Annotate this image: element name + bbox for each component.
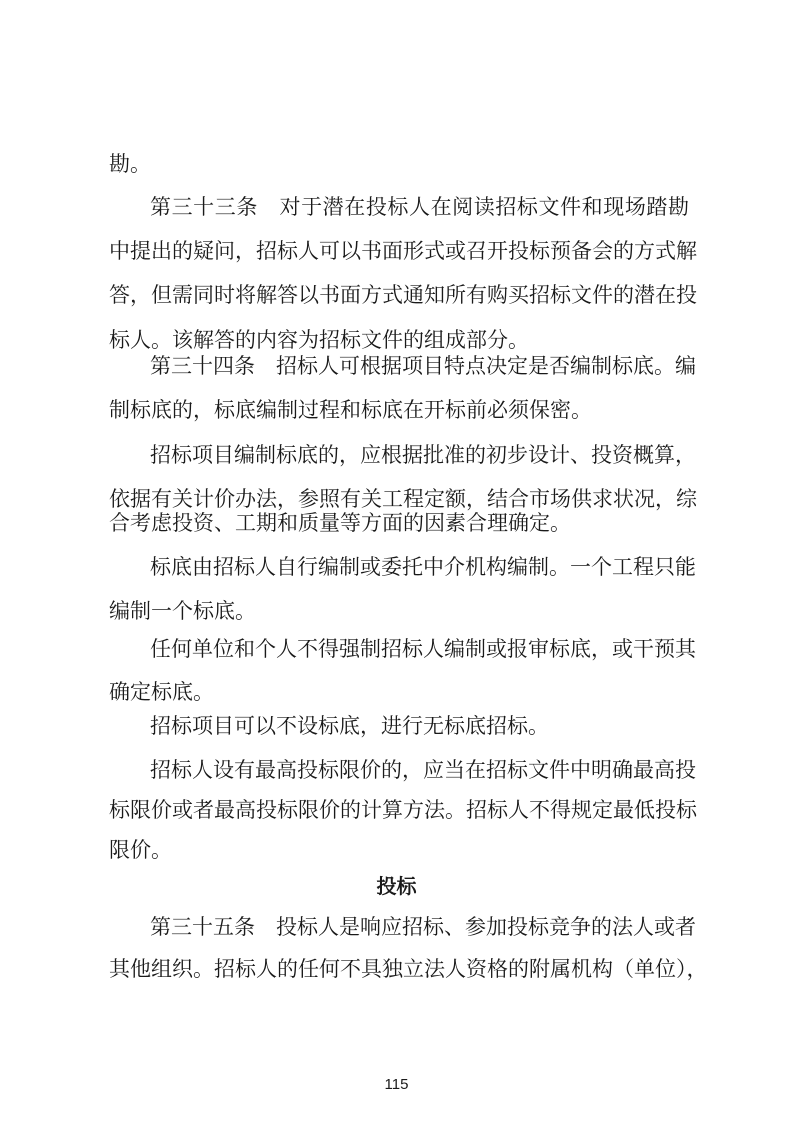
text-line: 第三十三条 对于潜在投标人在阅读招标文件和现场踏勘 [150,195,689,219]
text-line: 编制一个标底。 [109,599,256,623]
text-line: 答，但需同时将解答以书面方式通知所有购买招标文件的潜在投 [109,283,697,307]
text-line: 合考虑投资、工期和质量等方面的因素合理确定。 [109,511,571,535]
text-line: 中提出的疑问，招标人可以书面形式或召开投标预备会的方式解 [109,239,697,263]
text-line: 限价。 [109,838,172,862]
text-line: 勘。 [109,152,151,176]
text-line: 招标人设有最高投标限价的，应当在招标文件中明确最高投 [150,758,696,782]
text-line: 标人。该解答的内容为招标文件的组成部分。 [109,328,529,352]
text-line: 招标项目编制标底的，应根据批准的初步设计、投资概算， [150,443,696,467]
text-line: 第三十五条 投标人是响应招标、参加投标竞争的法人或者 [150,915,696,939]
text-line: 第三十四条 招标人可根据项目特点决定是否编制标底。编 [150,354,696,378]
text-line: 标底由招标人自行编制或委托中介机构编制。一个工程只能 [150,555,696,579]
section-heading: 投标 [376,874,417,898]
text-line: 确定标底。 [109,680,214,704]
text-line: 标限价或者最高投标限价的计算方法。招标人不得规定最低投标 [109,798,697,822]
page-number: 115 [384,1076,409,1093]
text-line: 其他组织。招标人的任何不具独立法人资格的附属机构（单位）， [109,957,708,981]
text-line: 招标项目可以不设标底，进行无标底招标。 [150,714,549,738]
text-line: 依据有关计价办法，参照有关工程定额，结合市场供求状况，综 [109,487,697,511]
text-line: 任何单位和个人不得强制招标人编制或报审标底，或干预其 [150,637,696,661]
text-line: 制标底的，标底编制过程和标底在开标前必须保密。 [109,398,592,422]
